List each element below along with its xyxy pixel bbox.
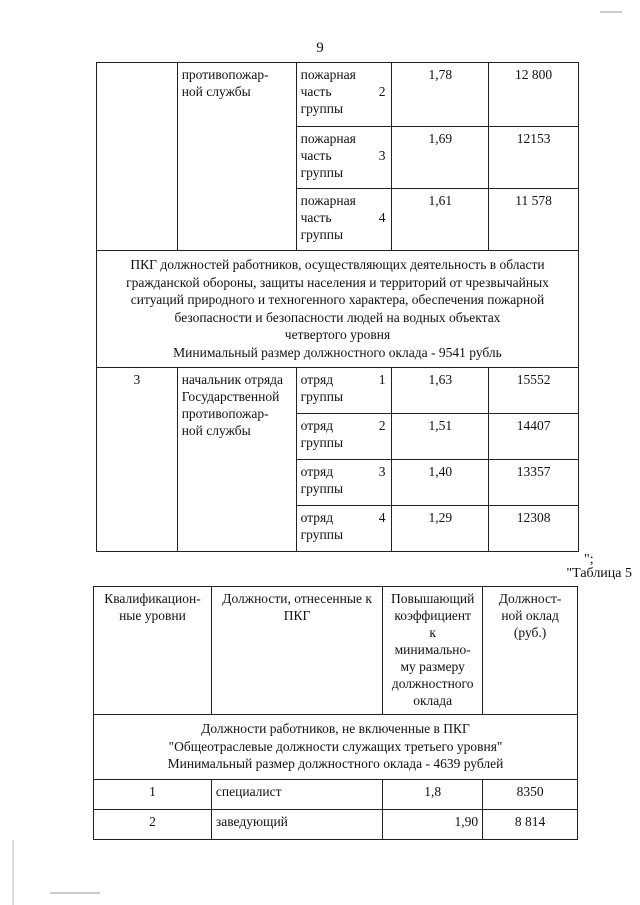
unit-line: группы [300, 435, 344, 450]
group-header-line: "Общеотраслевые должности служащих третьего уровня" [168, 738, 503, 754]
unit-line: группы [300, 101, 344, 116]
salary-table-5 [93, 586, 578, 840]
group-header-line: ситуаций природного и техногенного характера, обеспечения пожарной [130, 292, 545, 307]
unit-cell [296, 127, 392, 189]
coef-cell: 1,63 [392, 368, 489, 414]
salary-cell: 8 814 [483, 809, 578, 839]
position-cell: начальник отряда Государственной противопожар- ной службы [177, 368, 296, 552]
salary-cell: 11 578 [489, 189, 579, 251]
group-header-line: Минимальный размер должностного оклада - 4639 рублей [167, 756, 504, 771]
salary-cell: 12 800 [489, 63, 579, 127]
coef-cell: 1,51 [392, 414, 489, 460]
group-header-line: четвертого уровня [284, 327, 391, 342]
salary-cell: 14407 [489, 414, 579, 460]
coef-cell: 1,29 [392, 506, 489, 552]
coef-cell: 1,78 [392, 63, 489, 127]
salary-cell: 13357 [489, 460, 579, 506]
header-coefficient: Повышающий коэффициент к минимально- му размеру должностного оклада [383, 587, 483, 715]
unit-line: пожарная [300, 193, 356, 208]
position-cell: заведующий [211, 809, 382, 839]
group-header-row [94, 715, 578, 780]
group-header-line: гражданской обороны, защиты населения и территорий от чрезвычайных [126, 274, 549, 290]
level-cell: 1 [94, 779, 212, 809]
unit-line: пожарная [300, 131, 356, 146]
group-header-row [97, 251, 579, 368]
table-5-label: "Таблица 5 [566, 566, 632, 581]
group-header-cell [94, 715, 578, 780]
coef-cell: 1,61 [392, 189, 489, 251]
page-number: 9 [316, 40, 324, 56]
unit-line: отряд [300, 372, 334, 387]
salary-cell: 15552 [489, 368, 579, 414]
unit-line: часть [300, 84, 332, 99]
coef-cell: 1,69 [392, 127, 489, 189]
position-cell: противопожар- ной службы [177, 63, 296, 251]
salary-cell: 8350 [483, 779, 578, 809]
position-cell: специалист [211, 779, 382, 809]
group-header-line: ПКГ должностей работников, осуществляющих деятельность в области [130, 257, 545, 272]
group-header-line: Минимальный размер должностного оклада - 9541 рубль [173, 344, 502, 360]
unit-line: пожарная [300, 67, 356, 82]
group-header-cell [97, 251, 579, 368]
table-row [94, 779, 578, 809]
group-number: 3 [378, 148, 386, 163]
table-row [97, 63, 579, 127]
group-header-line: безопасности и безопасности людей на водных объектах [174, 309, 501, 325]
unit-cell [296, 460, 392, 506]
unit-cell [296, 368, 392, 414]
header-levels: Квалификацион- ные уровни [94, 587, 212, 715]
header-salary: Должност- ной оклад (руб.) [483, 587, 578, 715]
group-header-line: Должности работников, не включенные в ПКГ [201, 721, 470, 736]
coef-cell: 1,90 [383, 809, 483, 839]
unit-line: группы [300, 527, 344, 542]
header-row [94, 587, 578, 715]
coef-cell: 1,8 [383, 779, 483, 809]
closing-quote: "; [584, 552, 594, 567]
level-cell: 3 [97, 368, 178, 552]
unit-line: группы [300, 389, 344, 404]
unit-line: отряд [300, 464, 334, 479]
unit-cell [296, 189, 392, 251]
group-number: 4 [378, 210, 386, 225]
unit-line: группы [300, 481, 344, 496]
group-number: 3 [378, 464, 386, 479]
unit-cell [296, 506, 392, 552]
level-cell: 2 [94, 809, 212, 839]
unit-line: группы [300, 165, 344, 180]
header-positions: Должности, отнесенные к ПКГ [211, 587, 382, 715]
unit-cell [296, 414, 392, 460]
unit-line: группы [300, 227, 344, 242]
unit-line: часть [300, 148, 332, 163]
unit-line: часть [300, 210, 332, 225]
salary-cell: 12308 [489, 506, 579, 552]
group-number: 2 [378, 84, 386, 99]
table-row [97, 368, 579, 414]
unit-line: отряд [300, 510, 334, 525]
salary-table-4 [96, 62, 579, 552]
group-number: 1 [378, 372, 386, 387]
level-cell-empty [97, 63, 178, 251]
unit-line: отряд [300, 418, 334, 433]
salary-cell: 12153 [489, 127, 579, 189]
unit-cell [296, 63, 392, 127]
coef-cell: 1,40 [392, 460, 489, 506]
table-row [94, 809, 578, 839]
group-number: 4 [378, 510, 386, 525]
group-number: 2 [378, 418, 386, 433]
